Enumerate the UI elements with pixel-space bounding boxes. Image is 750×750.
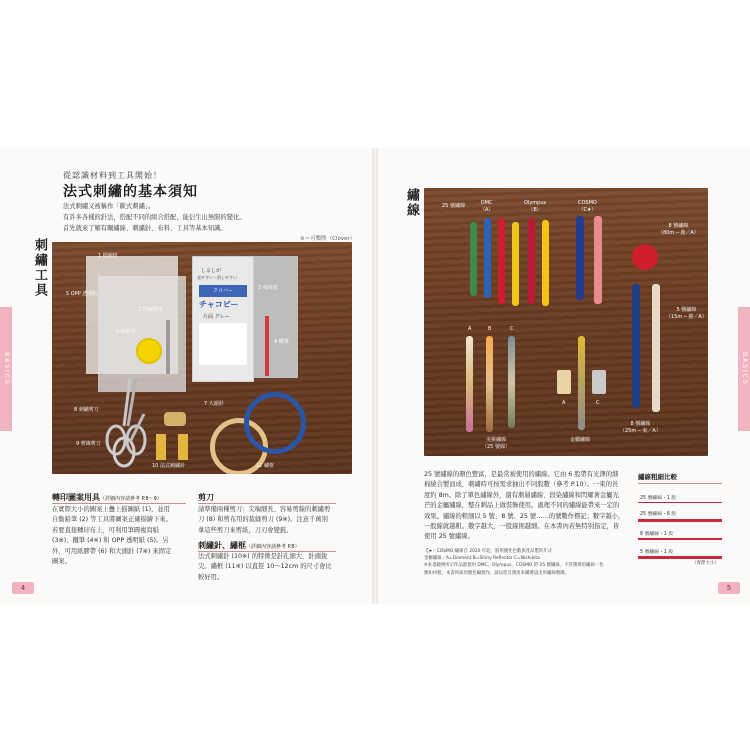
intro-line-1: 法式刺繡又被稱作「歐式刺繡」。 xyxy=(63,203,155,210)
comparison-title: 繡線粗細比較 xyxy=(638,473,677,481)
skein-blue xyxy=(484,218,491,298)
thread-label-25: 25 號繡線 xyxy=(442,203,465,209)
label-7: 7 大頭針 xyxy=(204,401,224,407)
skein-ecru xyxy=(652,284,660,412)
thread-label-olympus: Olympus （B） xyxy=(524,200,547,213)
page-number-left: 4 xyxy=(12,582,34,594)
sec-transfer-rule xyxy=(52,503,186,504)
comparison-row-4: 5 號繡線・1 股 xyxy=(640,550,674,555)
comparison-caption: （實際大小） xyxy=(692,561,719,566)
thread-label-8-skein: 8 號繡線 （25m ─ 束／A） xyxy=(620,421,661,434)
label-11: 11 繡框 xyxy=(256,463,274,469)
needle-card xyxy=(156,434,166,460)
intro-line-3: 首先就來了解有關繡線、刺繡針、布料、工具等基本知識。 xyxy=(63,225,227,232)
skein-pink xyxy=(594,216,602,304)
intro-line-2: 有許多各樣的針法，搭配不同的組合搭配，能衍生出無限的變化。 xyxy=(63,214,246,221)
label-9: 9 剪線剪刀 xyxy=(76,441,101,447)
photo-credit: ※＝可樂牌（Clover） xyxy=(300,236,356,242)
label-4: 4 鐵筆 xyxy=(274,339,289,345)
book-gutter xyxy=(372,148,378,604)
label-5: 5 OPP 透明紙 xyxy=(66,291,98,297)
page-number-right: 5 xyxy=(718,582,740,594)
side-tab-left: BASICS xyxy=(0,307,12,431)
section-label-tools: 刺繡工具 xyxy=(32,238,47,298)
label-2: 2 印襯描筆 xyxy=(138,307,163,313)
sec-needle-body: 法式刺繡針 (10※) 的特徵是針孔細大、針頭銳 尖。繡框 (11※) 以直徑 10〜12cm 的尺寸會比 較好用。 xyxy=(198,553,332,581)
masking-tape xyxy=(136,338,162,364)
page-title: 法式刺繡的基本須知 xyxy=(63,184,198,200)
skein-crimson xyxy=(528,218,535,304)
carbon-paper-package: しるしが 見やすい・消しやすい クロバー チャコピー 片面 グレー xyxy=(192,256,254,382)
label-3: 3 複寫紙 xyxy=(258,285,278,291)
thread-label-metallic: 金屬繡線 xyxy=(570,437,591,443)
threads-photo: 25 號繡線 DMC （A） Olympus （B） COSMO （C★） 8 號繡線 （80m ─ 鹿／A） 5 號繡線 （15m ─ 捲／A） 8 號繡線 （25m ─ 束／A） 美術繡線 （25 號線） 金屬繡線 A B C A C xyxy=(424,188,708,456)
sec-scissors-rule xyxy=(198,503,336,504)
comparison-row-3: 8 號繡線・1 股 xyxy=(640,532,674,537)
carbon-sheet xyxy=(254,256,298,378)
skein-indigo xyxy=(632,284,640,408)
skein-metallic xyxy=(578,336,585,430)
section-label-threads: 繡線 xyxy=(404,188,419,218)
perle-ball xyxy=(632,244,658,270)
thread-label-5: 5 號繡線 （15m ─ 捲／A） xyxy=(666,307,707,320)
skein-green xyxy=(470,222,477,296)
page-kicker: 從認識材料到工具開始！ xyxy=(63,171,162,180)
label-8: 8 刺繡剪刀 xyxy=(74,407,99,413)
sec-needle-title: 刺繡針、繡框（詳細內容請參考 P.8） xyxy=(198,541,300,550)
thickness-comparison xyxy=(638,472,722,564)
sec-scissors-body: 請準備兩種剪刀：尖端細長、容易剪線的刺繡剪 刀 (8) 和剪布用的裁縫剪刀 (9※)。注意千萬別 拿這些剪刀來剪紙，刀刃會變鈍。 xyxy=(198,506,331,534)
thread-label-8-ball: 8 號繡線 （80m ─ 鹿／A） xyxy=(658,223,699,236)
stylus xyxy=(265,316,269,376)
label-6: 6 紙膠帶 xyxy=(116,329,136,335)
spool-gold xyxy=(557,370,571,394)
skein-red xyxy=(498,218,505,304)
sec-transfer-title: 轉印圖案用具（詳細內容請參考 P.8〜9） xyxy=(52,493,162,502)
label-10: 10 法式刺繡針 xyxy=(152,463,185,469)
sec-scissors-title: 剪刀 xyxy=(198,493,214,502)
thread-label-art: 美術繡線 （25 號線） xyxy=(482,437,510,450)
spool-silver xyxy=(592,370,606,394)
comparison-row-2: 25 號繡線・6 股 xyxy=(640,512,677,517)
skein-variegated-2 xyxy=(486,336,493,432)
tools-photo xyxy=(52,242,352,474)
plastic-hoop xyxy=(244,392,306,454)
threads-notes: 【★＝COSMO 繡線自 2020 年起，將用優化色數與產品製的年式 金屬繡線／A=Diament B=Shiny Reflector C=Nishikita ※本書範例所示作品都使用 DMC、Olympus、COSMO 的 25 號繡線，不管選擇的繡線一色 號如何粗，本書所採用顏色編號作，請以您自選用來購選試出所繡線號碼。 xyxy=(424,549,604,576)
sewing-shears xyxy=(110,412,150,472)
sec-transfer-body: 在實際大小的圖案上疊上描圖紙 (1)，並用 自動鉛筆 (2) 等工具將圖案正確描繪下來。 若要直接轉印布上，可利用筆圓複寫紙 (3※)、鐵筆 (4※) 和 OPP 透明紙 (5)。另 外，可用紙膠帶 (6) 和大頭針 (7※) 來固定 圖案。 xyxy=(52,506,172,566)
thread-label-cosmo: COSMO （C★） xyxy=(578,200,597,213)
pin-cushion xyxy=(164,412,186,426)
skein-variegated-1 xyxy=(466,336,473,432)
skein-variegated-3 xyxy=(508,336,515,428)
side-tab-right: BASICS xyxy=(738,307,750,431)
skein-yellow xyxy=(512,222,519,306)
comparison-row-1: 25 號繡線・1 股 xyxy=(640,496,677,501)
threads-body: 25 號繡線的顏色豐富，是最常被使用的繡線。它由 6 股帶有光澤的細 棉繞合製而成，刺繡時可按需求抽出不同股數（參考 P.10）。一束的長 度約 8m。除了單色繡線外，還有漸層繡線、段染繡線和閃耀著金屬光 芒的金屬繡線，整在刺品上做裝飾使用。處理不同的繡線能帶來一定的 效果。繡線的粗細以 5 號、8 號、25 號……的號數作標記；數字越小， 一股線就越粗。數字越大，一股線則越細。在本書內若無特別指定，皆 使用 25 號繡線。 xyxy=(424,471,625,541)
skein-navy xyxy=(576,216,584,300)
thread-label-dmc: DMC （A） xyxy=(480,200,494,213)
skein-gold xyxy=(542,220,549,306)
label-1: 1 描圖紙 xyxy=(98,253,118,259)
transfer-pen xyxy=(166,320,170,374)
